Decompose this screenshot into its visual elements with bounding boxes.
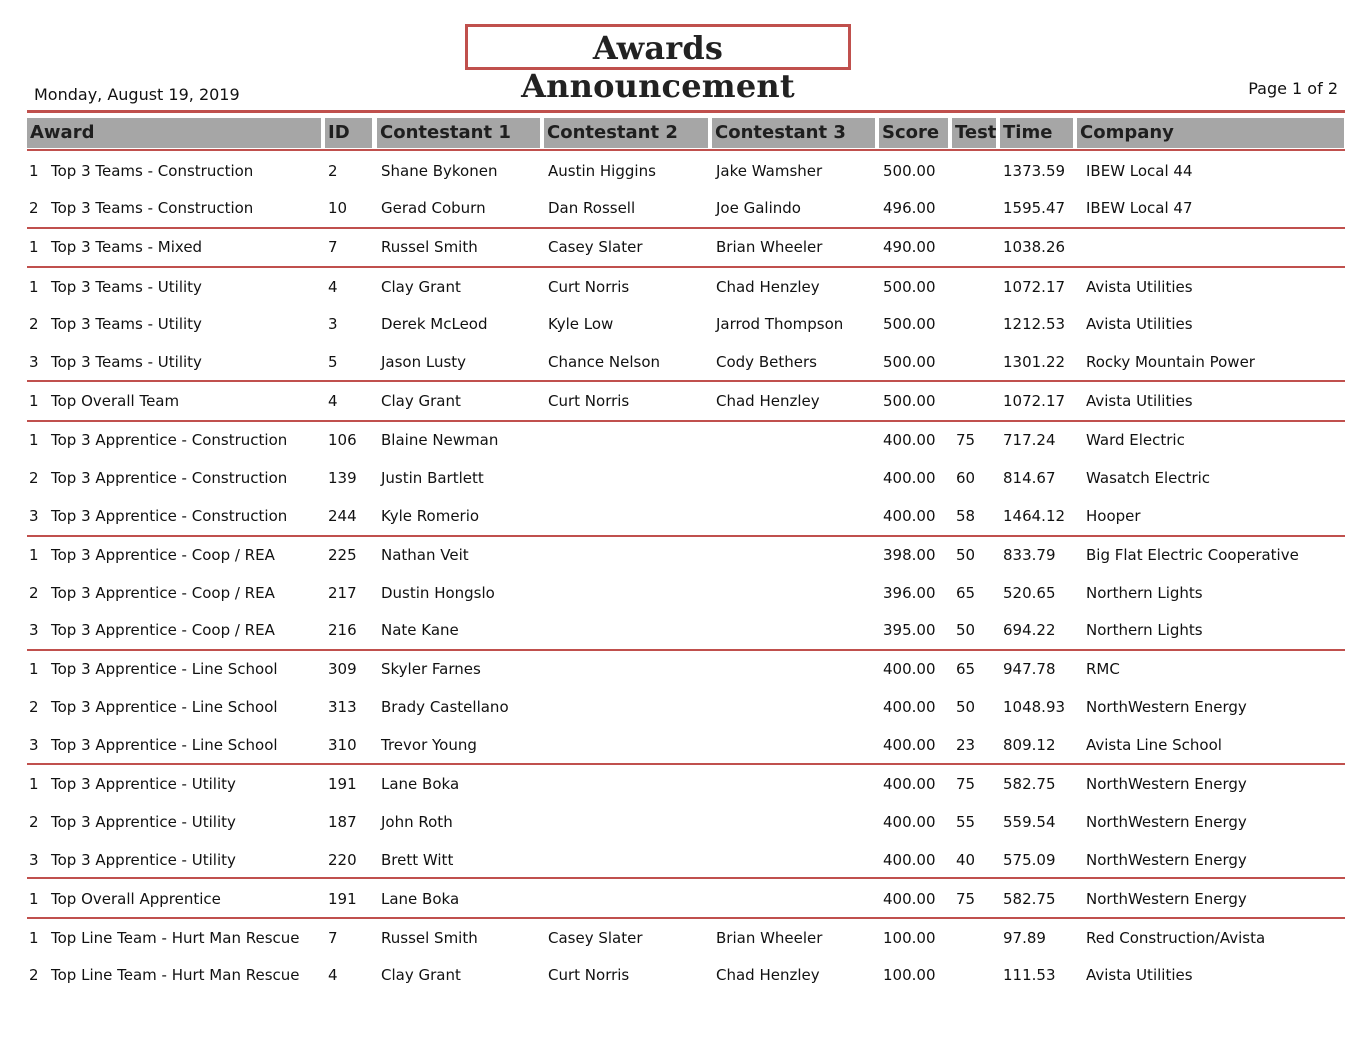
award-cell: Top 3 Apprentice - Construction (51, 469, 288, 487)
score-cell: 400.00 (883, 698, 936, 716)
rank-cell: 2 (29, 698, 39, 716)
test-cell: 75 (956, 890, 976, 908)
award-cell: Top 3 Apprentice - Utility (51, 775, 236, 793)
rank-cell: 1 (29, 929, 39, 947)
contestant-1-cell: Lane Boka (381, 775, 460, 793)
award-cell: Top 3 Apprentice - Coop / REA (51, 546, 275, 564)
contestant-1-cell: Nate Kane (381, 621, 459, 639)
award-cell: Top 3 Teams - Utility (51, 315, 202, 333)
test-cell: 23 (956, 736, 976, 754)
rank-cell: 1 (29, 890, 39, 908)
column-header-contestant-1: Contestant 1 (377, 118, 540, 148)
score-cell: 396.00 (883, 584, 936, 602)
contestant-2-cell: Casey Slater (548, 929, 643, 947)
id-cell: 4 (328, 392, 338, 410)
rank-cell: 2 (29, 584, 39, 602)
score-cell: 100.00 (883, 929, 936, 947)
column-header-id: ID (325, 118, 372, 148)
test-cell: 50 (956, 546, 976, 564)
time-cell: 1301.22 (1003, 353, 1066, 371)
contestant-3-cell: Brian Wheeler (716, 238, 823, 256)
id-cell: 220 (328, 851, 357, 869)
time-cell: 559.54 (1003, 813, 1056, 831)
contestant-1-cell: Justin Bartlett (381, 469, 484, 487)
id-cell: 4 (328, 966, 338, 984)
id-cell: 10 (328, 199, 348, 217)
group-divider (27, 917, 1345, 919)
id-cell: 7 (328, 238, 338, 256)
id-cell: 2 (328, 162, 338, 180)
score-cell: 400.00 (883, 660, 936, 678)
company-cell: Avista Line School (1086, 736, 1222, 754)
column-header-award: Award (27, 118, 321, 148)
rank-cell: 3 (29, 353, 39, 371)
score-cell: 398.00 (883, 546, 936, 564)
company-cell: Hooper (1086, 507, 1141, 525)
id-cell: 244 (328, 507, 357, 525)
id-cell: 5 (328, 353, 338, 371)
id-cell: 191 (328, 775, 357, 793)
id-cell: 217 (328, 584, 357, 602)
report-title-box (465, 24, 851, 105)
column-header-test: Test (952, 118, 996, 148)
award-cell: Top 3 Teams - Mixed (51, 238, 203, 256)
award-cell: Top 3 Apprentice - Line School (51, 660, 278, 678)
score-cell: 400.00 (883, 469, 936, 487)
column-header-contestant-2: Contestant 2 (544, 118, 708, 148)
award-cell: Top Line Team - Hurt Man Rescue (51, 966, 300, 984)
time-cell: 1595.47 (1003, 199, 1066, 217)
contestant-1-cell: Nathan Veit (381, 546, 469, 564)
rank-cell: 3 (29, 736, 39, 754)
contestant-1-cell: Blaine Newman (381, 431, 499, 449)
id-cell: 225 (328, 546, 357, 564)
contestant-1-cell: Skyler Farnes (381, 660, 481, 678)
rank-cell: 2 (29, 199, 39, 217)
id-cell: 309 (328, 660, 357, 678)
score-cell: 500.00 (883, 392, 936, 410)
time-cell: 1072.17 (1003, 392, 1066, 410)
column-header-score: Score (879, 118, 948, 148)
time-cell: 694.22 (1003, 621, 1056, 639)
contestant-3-cell: Cody Bethers (716, 353, 817, 371)
score-cell: 100.00 (883, 966, 936, 984)
test-cell: 60 (956, 469, 976, 487)
score-cell: 400.00 (883, 851, 936, 869)
score-cell: 400.00 (883, 507, 936, 525)
score-cell: 500.00 (883, 353, 936, 371)
contestant-2-cell: Austin Higgins (548, 162, 656, 180)
contestant-2-cell: Dan Rossell (548, 199, 636, 217)
contestant-1-cell: Brady Castellano (381, 698, 509, 716)
company-cell: NorthWestern Energy (1086, 813, 1247, 831)
time-cell: 1072.17 (1003, 278, 1066, 296)
contestant-1-cell: Dustin Hongslo (381, 584, 495, 602)
award-cell: Top Overall Apprentice (51, 890, 221, 908)
rank-cell: 1 (29, 238, 39, 256)
company-cell: Big Flat Electric Cooperative (1086, 546, 1299, 564)
contestant-1-cell: Clay Grant (381, 278, 461, 296)
contestant-2-cell: Chance Nelson (548, 353, 661, 371)
score-cell: 400.00 (883, 736, 936, 754)
company-cell: Northern Lights (1086, 584, 1203, 602)
score-cell: 496.00 (883, 199, 936, 217)
id-cell: 106 (328, 431, 357, 449)
report-title: Awards Announcement (521, 29, 795, 105)
id-cell: 4 (328, 278, 338, 296)
rank-cell: 2 (29, 469, 39, 487)
score-cell: 395.00 (883, 621, 936, 639)
contestant-2-cell: Casey Slater (548, 238, 643, 256)
rank-cell: 1 (29, 431, 39, 449)
group-divider (27, 380, 1345, 382)
contestant-2-cell: Kyle Low (548, 315, 614, 333)
header-divider (27, 149, 1345, 151)
rank-cell: 3 (29, 851, 39, 869)
company-cell: Wasatch Electric (1086, 469, 1211, 487)
award-cell: Top 3 Teams - Utility (51, 278, 202, 296)
award-cell: Top 3 Apprentice - Coop / REA (51, 584, 275, 602)
contestant-1-cell: Brett Witt (381, 851, 454, 869)
contestant-3-cell: Chad Henzley (716, 392, 820, 410)
time-cell: 97.89 (1003, 929, 1046, 947)
group-divider (27, 535, 1345, 537)
contestant-2-cell: Curt Norris (548, 966, 630, 984)
test-cell: 58 (956, 507, 976, 525)
time-cell: 1373.59 (1003, 162, 1066, 180)
rank-cell: 2 (29, 813, 39, 831)
rank-cell: 2 (29, 315, 39, 333)
award-cell: Top 3 Apprentice - Line School (51, 698, 278, 716)
company-cell: IBEW Local 47 (1086, 199, 1193, 217)
test-cell: 55 (956, 813, 976, 831)
group-divider (27, 877, 1345, 879)
test-cell: 40 (956, 851, 976, 869)
time-cell: 575.09 (1003, 851, 1056, 869)
award-cell: Top 3 Teams - Utility (51, 353, 202, 371)
contestant-1-cell: Russel Smith (381, 238, 478, 256)
award-cell: Top 3 Apprentice - Construction (51, 431, 288, 449)
contestant-3-cell: Chad Henzley (716, 278, 820, 296)
report-date: Monday, August 19, 2019 (34, 85, 240, 104)
score-cell: 400.00 (883, 890, 936, 908)
contestant-1-cell: John Roth (381, 813, 453, 831)
column-header-company: Company (1077, 118, 1344, 148)
contestant-1-cell: Gerad Coburn (381, 199, 486, 217)
top-divider (27, 110, 1345, 113)
rank-cell: 1 (29, 775, 39, 793)
rank-cell: 2 (29, 966, 39, 984)
company-cell: NorthWestern Energy (1086, 890, 1247, 908)
company-cell: IBEW Local 44 (1086, 162, 1193, 180)
score-cell: 500.00 (883, 162, 936, 180)
score-cell: 400.00 (883, 813, 936, 831)
time-cell: 1038.26 (1003, 238, 1066, 256)
time-cell: 1048.93 (1003, 698, 1066, 716)
id-cell: 3 (328, 315, 338, 333)
test-cell: 50 (956, 698, 976, 716)
time-cell: 520.65 (1003, 584, 1056, 602)
group-divider (27, 227, 1345, 229)
company-cell: Avista Utilities (1086, 278, 1193, 296)
contestant-3-cell: Joe Galindo (716, 199, 801, 217)
test-cell: 50 (956, 621, 976, 639)
score-cell: 500.00 (883, 278, 936, 296)
contestant-1-cell: Jason Lusty (381, 353, 467, 371)
company-cell: Avista Utilities (1086, 392, 1193, 410)
award-cell: Top 3 Apprentice - Construction (51, 507, 288, 525)
rank-cell: 3 (29, 621, 39, 639)
award-cell: Top 3 Apprentice - Line School (51, 736, 278, 754)
company-cell: Rocky Mountain Power (1086, 353, 1255, 371)
award-cell: Top 3 Teams - Construction (51, 199, 254, 217)
test-cell: 65 (956, 660, 976, 678)
rank-cell: 1 (29, 546, 39, 564)
award-cell: Top 3 Apprentice - Utility (51, 851, 236, 869)
time-cell: 111.53 (1003, 966, 1056, 984)
group-divider (27, 266, 1345, 268)
time-cell: 833.79 (1003, 546, 1056, 564)
award-cell: Top Overall Team (51, 392, 180, 410)
group-divider (27, 649, 1345, 651)
award-cell: Top 3 Teams - Construction (51, 162, 254, 180)
group-divider (27, 763, 1345, 765)
time-cell: 717.24 (1003, 431, 1056, 449)
rank-cell: 1 (29, 162, 39, 180)
group-divider (27, 420, 1345, 422)
time-cell: 582.75 (1003, 775, 1056, 793)
id-cell: 7 (328, 929, 338, 947)
column-header-time: Time (1000, 118, 1073, 148)
contestant-1-cell: Clay Grant (381, 966, 461, 984)
contestant-1-cell: Russel Smith (381, 929, 478, 947)
contestant-2-cell: Curt Norris (548, 392, 630, 410)
award-cell: Top 3 Apprentice - Utility (51, 813, 236, 831)
score-cell: 490.00 (883, 238, 936, 256)
test-cell: 75 (956, 775, 976, 793)
column-header-contestant-3: Contestant 3 (712, 118, 875, 148)
id-cell: 139 (328, 469, 357, 487)
contestant-3-cell: Jake Wamsher (716, 162, 823, 180)
contestant-1-cell: Trevor Young (381, 736, 477, 754)
contestant-1-cell: Shane Bykonen (381, 162, 498, 180)
score-cell: 400.00 (883, 775, 936, 793)
company-cell: Avista Utilities (1086, 966, 1193, 984)
rank-cell: 3 (29, 507, 39, 525)
id-cell: 313 (328, 698, 357, 716)
id-cell: 310 (328, 736, 357, 754)
contestant-1-cell: Clay Grant (381, 392, 461, 410)
time-cell: 809.12 (1003, 736, 1056, 754)
contestant-3-cell: Jarrod Thompson (716, 315, 844, 333)
score-cell: 400.00 (883, 431, 936, 449)
time-cell: 1212.53 (1003, 315, 1066, 333)
company-cell: NorthWestern Energy (1086, 851, 1247, 869)
company-cell: Red Construction/Avista (1086, 929, 1266, 947)
company-cell: Ward Electric (1086, 431, 1185, 449)
company-cell: RMC (1086, 660, 1120, 678)
contestant-3-cell: Brian Wheeler (716, 929, 823, 947)
time-cell: 582.75 (1003, 890, 1056, 908)
test-cell: 65 (956, 584, 976, 602)
award-cell: Top 3 Apprentice - Coop / REA (51, 621, 275, 639)
company-cell: NorthWestern Energy (1086, 775, 1247, 793)
time-cell: 814.67 (1003, 469, 1056, 487)
contestant-1-cell: Derek McLeod (381, 315, 488, 333)
page-number: Page 1 of 2 (1248, 79, 1338, 98)
test-cell: 75 (956, 431, 976, 449)
time-cell: 1464.12 (1003, 507, 1066, 525)
contestant-1-cell: Lane Boka (381, 890, 460, 908)
rank-cell: 1 (29, 392, 39, 410)
id-cell: 216 (328, 621, 357, 639)
id-cell: 187 (328, 813, 357, 831)
rank-cell: 1 (29, 278, 39, 296)
contestant-3-cell: Chad Henzley (716, 966, 820, 984)
company-cell: NorthWestern Energy (1086, 698, 1247, 716)
id-cell: 191 (328, 890, 357, 908)
contestant-2-cell: Curt Norris (548, 278, 630, 296)
company-cell: Northern Lights (1086, 621, 1203, 639)
rank-cell: 1 (29, 660, 39, 678)
award-cell: Top Line Team - Hurt Man Rescue (51, 929, 300, 947)
contestant-1-cell: Kyle Romerio (381, 507, 480, 525)
score-cell: 500.00 (883, 315, 936, 333)
company-cell: Avista Utilities (1086, 315, 1193, 333)
time-cell: 947.78 (1003, 660, 1056, 678)
